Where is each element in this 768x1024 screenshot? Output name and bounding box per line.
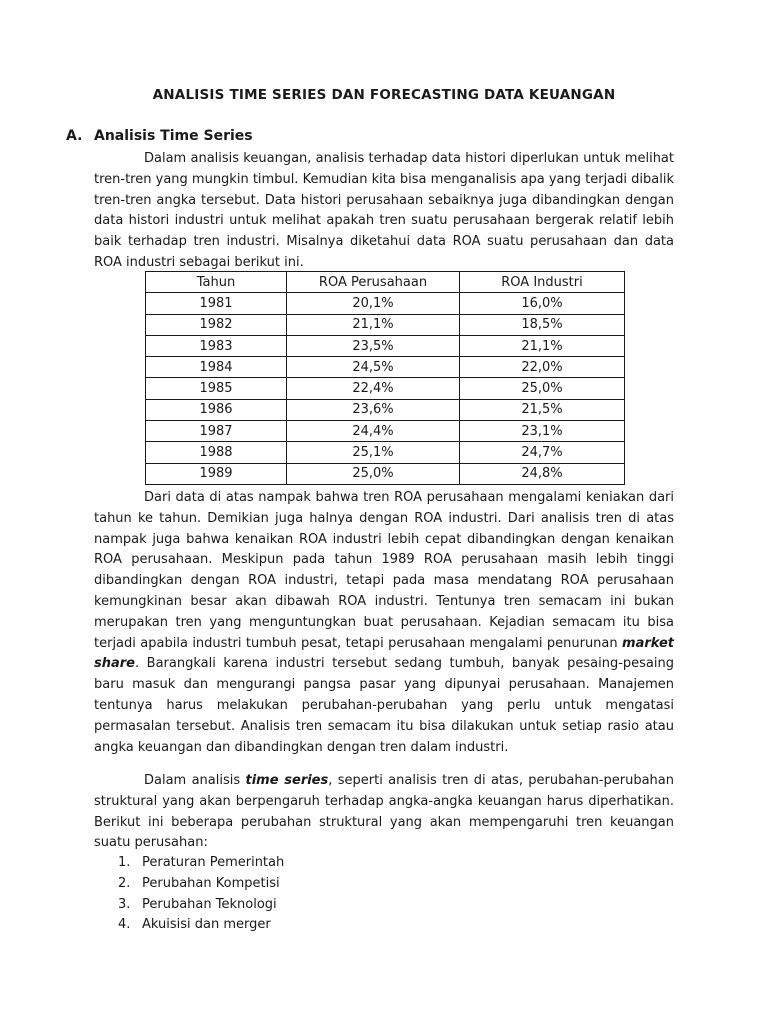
cell-roa-perusahaan: 20,1% xyxy=(287,293,460,314)
header-roa-industri: ROA Industri xyxy=(460,272,625,293)
table-row xyxy=(146,378,625,399)
section-heading xyxy=(66,128,253,144)
roa-table xyxy=(145,271,625,485)
time-series-emphasis: time series xyxy=(245,773,329,788)
list-item-number: 2. xyxy=(118,875,131,891)
cell-year: 1984 xyxy=(146,357,287,378)
paragraph-structural-text-after: , seperti analisis tren di atas, perubahan-perubahan struktural yang akan berpengaruh terhadap angka-angka keuangan harus diperhatikan. Berikut ini beberapa perubahan struktural yang akan mempengaruhi tren keuangan suatu perusahan: xyxy=(94,773,674,851)
list-item-number: 4. xyxy=(118,917,131,933)
paragraph-analysis-text-after: . Barangkali karena industri tersebut sedang tumbuh, banyak pesaing-pesaing baru masuk dan mengurangi pangsa pasar yang dipunyai perusahaan. Manajemen tentunya harus melakukan perubahan-perubahan yang perlu untuk mengatasi permasalan tersebut. Analisis tren semacam itu bisa dilakukan untuk setiap rasio atau angka keuangan dan dibandingkan dengan tren dalam industri. xyxy=(94,656,674,755)
cell-roa-industri: 21,1% xyxy=(460,335,625,356)
paragraph-analysis xyxy=(94,488,674,758)
structural-factors-list xyxy=(118,853,284,936)
cell-roa-perusahaan: 24,5% xyxy=(287,357,460,378)
document-title: ANALISIS TIME SERIES DAN FORECASTING DATA KEUANGAN xyxy=(152,87,616,103)
list-item-label: Peraturan Pemerintah xyxy=(142,855,285,870)
cell-year: 1989 xyxy=(146,463,287,484)
list-item xyxy=(118,874,284,895)
table-header-row xyxy=(146,272,625,293)
list-item-number: 1. xyxy=(118,855,131,870)
cell-year: 1988 xyxy=(146,442,287,463)
cell-roa-perusahaan: 24,4% xyxy=(287,421,460,442)
cell-year: 1983 xyxy=(146,335,287,356)
list-item xyxy=(118,915,284,936)
cell-year: 1986 xyxy=(146,399,287,420)
cell-roa-industri: 22,0% xyxy=(460,357,625,378)
cell-roa-perusahaan: 25,1% xyxy=(287,442,460,463)
table-row xyxy=(146,293,625,314)
header-tahun: Tahun xyxy=(146,272,287,293)
list-item-label: Perubahan Teknologi xyxy=(142,896,277,912)
cell-roa-industri: 16,0% xyxy=(460,293,625,314)
cell-roa-industri: 24,7% xyxy=(460,442,625,463)
section-letter: A. xyxy=(66,128,83,144)
section-heading-text: Analisis Time Series xyxy=(94,128,253,144)
table-row xyxy=(146,463,625,484)
cell-roa-industri: 23,1% xyxy=(460,421,625,442)
list-item xyxy=(118,895,284,916)
cell-roa-perusahaan: 23,6% xyxy=(287,399,460,420)
list-item-label: Perubahan Kompetisi xyxy=(142,875,280,891)
cell-year: 1987 xyxy=(146,421,287,442)
list-item-label: Akuisisi dan merger xyxy=(142,917,271,933)
table-row xyxy=(146,421,625,442)
paragraph-intro-text: Dalam analisis keuangan, analisis terhadap data histori diperlukan untuk melihat tren-tren yang mungkin timbul. Kemudian kita bisa menganalisis apa yang terjadi dibalik tren-tren angka tersebut. Data histori perusahaan sebaiknya juga dibandingkan dengan data histori industri untuk melihat apakah tren suatu perusahaan bergerak relatif lebih baik terhadap tren industri. Misalnya diketahui data ROA suatu perusahaan dan data ROA industri sebagai berikut ini. xyxy=(94,151,674,270)
cell-roa-perusahaan: 25,0% xyxy=(287,463,460,484)
cell-year: 1985 xyxy=(146,378,287,399)
cell-roa-industri: 21,5% xyxy=(460,399,625,420)
paragraph-structural-text-before: Dalam analisis xyxy=(144,773,246,788)
header-roa-perusahaan: ROA Perusahaan xyxy=(287,272,460,293)
cell-roa-industri: 24,8% xyxy=(460,463,625,484)
cell-roa-perusahaan: 22,4% xyxy=(287,378,460,399)
cell-roa-industri: 25,0% xyxy=(460,378,625,399)
paragraph-intro xyxy=(94,149,674,274)
table-row xyxy=(146,399,625,420)
table-row xyxy=(146,442,625,463)
list-item xyxy=(118,853,284,874)
list-item-number: 3. xyxy=(118,896,131,912)
cell-roa-perusahaan: 23,5% xyxy=(287,335,460,356)
cell-roa-perusahaan: 21,1% xyxy=(287,314,460,335)
market-share-emphasis: market share xyxy=(94,635,674,672)
paragraph-analysis-text-before: Dari data di atas nampak bahwa tren ROA perusahaan mengalami keniakan dari tahun ke tahun. Demikian juga halnya dengan ROA industri. Dari analisis tren di atas nampak juga bahwa kenaikan ROA industri lebih cepat dibandingkan dengan kenaikan ROA perusahaan. Meskipun pada tahun 1989 ROA perusahaan masih lebih tinggi dibandingkan dengan ROA industri, tetapi pada masa mendatang ROA perusahaan kemungkinan besar akan dibawah ROA industri. Tentunya tren semacam ini bukan merupakan tren yang menguntungkan buat perusahaan. Kejadian semacam itu bisa terjadi apabila industri tumbuh pesat, tetapi perusahaan mengalami penurunan xyxy=(94,490,674,651)
table-row xyxy=(146,314,625,335)
table-row xyxy=(146,335,625,356)
cell-year: 1982 xyxy=(146,314,287,335)
paragraph-structural xyxy=(94,771,674,854)
cell-roa-industri: 18,5% xyxy=(460,314,625,335)
cell-year: 1981 xyxy=(146,293,287,314)
table-row xyxy=(146,357,625,378)
